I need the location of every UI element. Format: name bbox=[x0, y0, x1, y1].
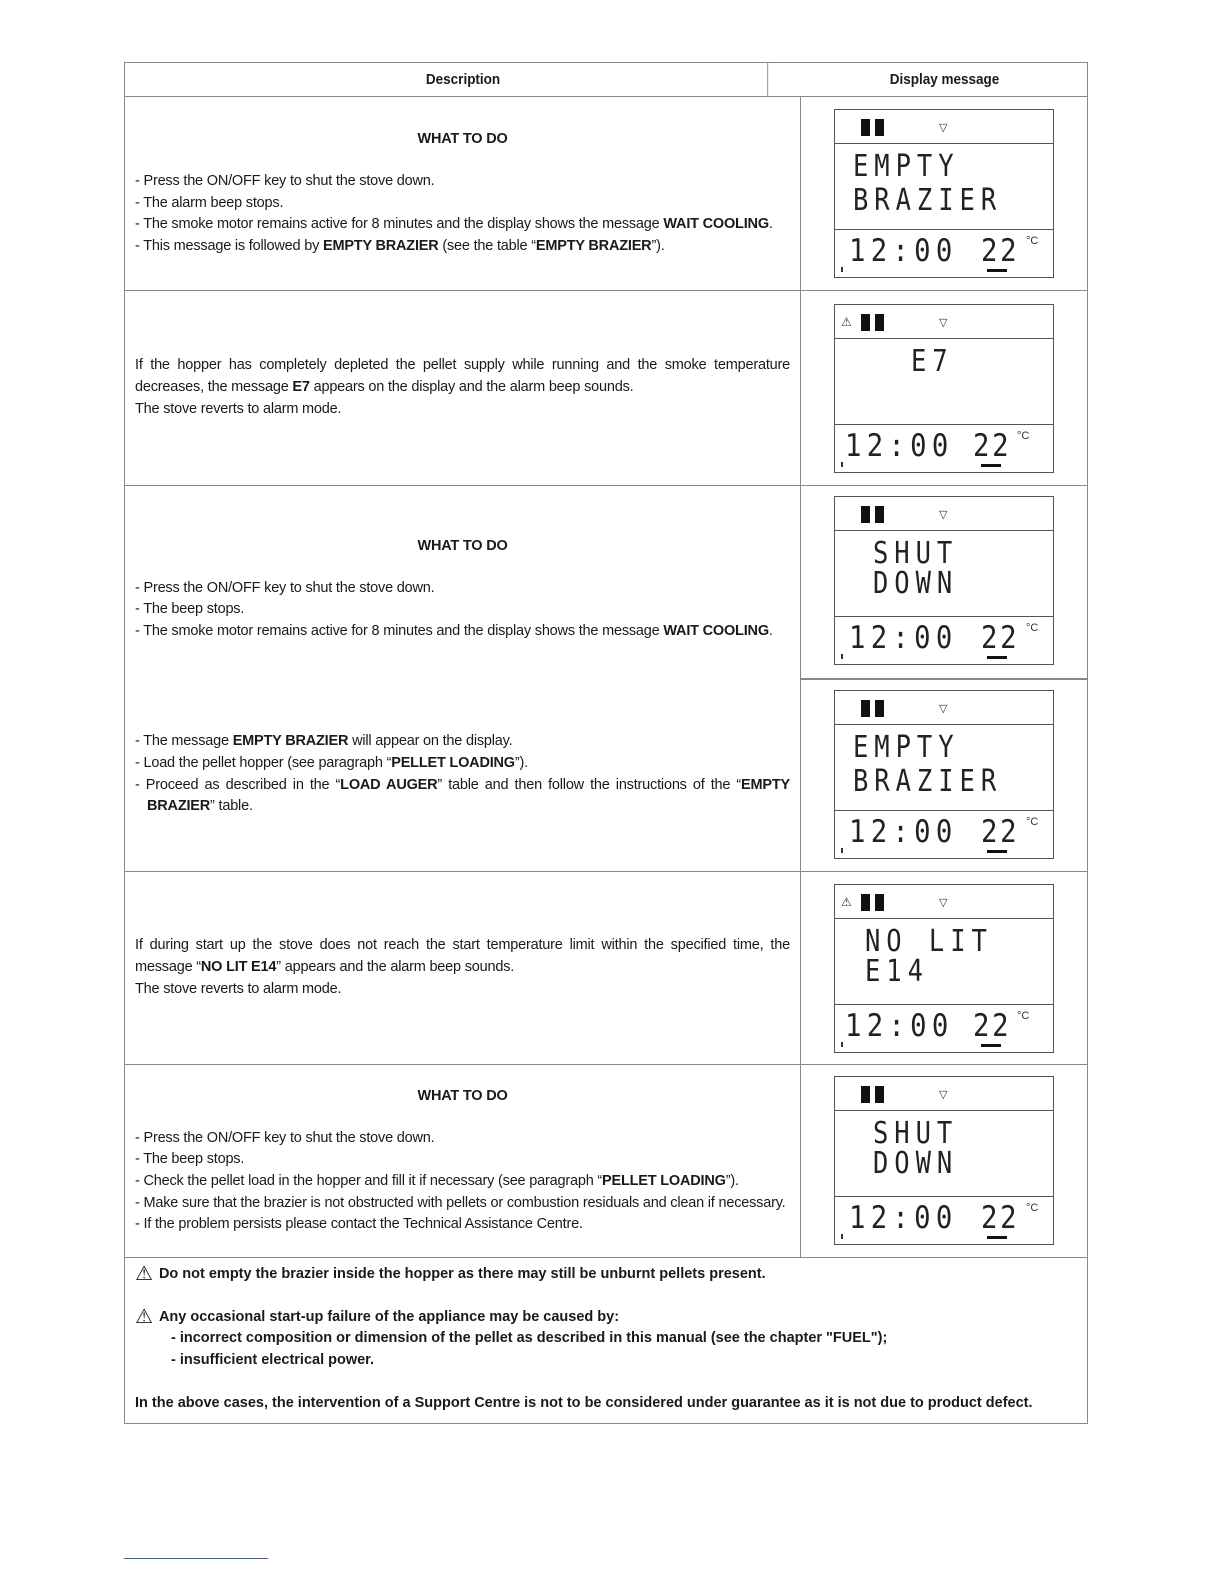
what-to-do-heading: WHAT TO DO bbox=[417, 1087, 508, 1104]
lcd-message-line1: SHUT bbox=[873, 536, 959, 571]
lcd-display bbox=[834, 496, 1054, 665]
warning-note: ⚠ Any occasional start-up failure of the appliance may be caused by: bbox=[135, 1305, 620, 1328]
warning-triangle-icon: ⚠ bbox=[135, 1263, 153, 1285]
wifi-icon: ▽ bbox=[939, 703, 948, 715]
list-item: - Load the pellet hopper (see paragraph “PELLET LOADING”). bbox=[135, 755, 528, 772]
lcd-temp-unit: °C bbox=[1026, 235, 1039, 247]
flame-bars-icon bbox=[861, 506, 889, 528]
paragraph: If during start up the stove does not reach the start temperature limit within the specified time, the message “NO LIT E14” appears and the alarm beep sounds. bbox=[135, 937, 790, 976]
list-item: - If the problem persists please contact the Technical Assistance Centre. bbox=[135, 1216, 583, 1233]
wifi-icon: ▽ bbox=[939, 122, 948, 134]
lcd-temperature: 22 bbox=[981, 1200, 1020, 1236]
wifi-icon: ▽ bbox=[939, 317, 948, 329]
lcd-time: 12:00 bbox=[845, 1008, 954, 1044]
display-cell bbox=[801, 486, 1087, 871]
list-item: - The alarm beep stops. bbox=[135, 194, 284, 211]
list-item: - The beep stops. bbox=[135, 1151, 245, 1168]
lcd-message-line1: EMPTY bbox=[853, 730, 960, 765]
paragraph: The stove reverts to alarm mode. bbox=[135, 980, 342, 997]
warning-triangle-icon: ⚠ bbox=[135, 1305, 153, 1328]
table-row bbox=[125, 486, 1087, 872]
lcd-message-line2: BRAZIER bbox=[853, 183, 1003, 218]
lcd-message-line1: EMPTY bbox=[853, 149, 960, 184]
table-row bbox=[125, 1065, 1087, 1258]
lcd-indicator bbox=[987, 269, 1007, 272]
table-row bbox=[125, 97, 1087, 291]
lcd-indicator bbox=[987, 850, 1007, 853]
display-cell bbox=[801, 97, 1087, 290]
table-row bbox=[125, 291, 1087, 486]
row-description bbox=[125, 486, 801, 871]
list-item: - Check the pellet load in the hopper and fill it if necessary (see paragraph “PELLET LOADING”). bbox=[135, 1173, 739, 1189]
final-note: In the above cases, the intervention of a Support Centre is not to be considered under guarantee as it is not due to product defect. bbox=[135, 1394, 1033, 1411]
display-cell bbox=[801, 291, 1087, 485]
lcd-time: 12:00 bbox=[849, 620, 958, 656]
lcd-display bbox=[834, 109, 1054, 278]
lcd-temperature: 22 bbox=[981, 814, 1020, 850]
row-description bbox=[125, 1065, 801, 1257]
header-display-message: Display message bbox=[889, 71, 1000, 88]
warning-note: ⚠ Do not empty the brazier inside the hopper as there may still be unburnt pellets present. bbox=[135, 1263, 766, 1285]
lcd-temperature: 22 bbox=[973, 428, 1012, 464]
cause-item: - insufficient electrical power. bbox=[171, 1352, 375, 1369]
lcd-indicator bbox=[981, 464, 1001, 467]
lcd-temperature: 22 bbox=[981, 233, 1020, 269]
lcd-temperature: 22 bbox=[973, 1008, 1012, 1044]
lcd-temp-unit: °C bbox=[1017, 1010, 1030, 1022]
list-item: - Press the ON/OFF key to shut the stove down. bbox=[135, 172, 435, 189]
list-item: - This message is followed by EMPTY BRAZIER (see the table “EMPTY BRAZIER”). bbox=[135, 238, 665, 255]
lcd-temp-unit: °C bbox=[1026, 1202, 1039, 1214]
lcd-display bbox=[834, 884, 1054, 1053]
lcd-time: 12:00 bbox=[849, 814, 958, 850]
lcd-temp-unit: °C bbox=[1026, 816, 1039, 828]
lcd-display bbox=[834, 690, 1054, 859]
lcd-temp-unit: °C bbox=[1026, 622, 1039, 634]
lcd-indicator bbox=[987, 1236, 1007, 1239]
header-description: Description bbox=[159, 63, 768, 96]
lcd-display bbox=[834, 1076, 1054, 1245]
row-description bbox=[125, 872, 801, 1064]
paragraph: The stove reverts to alarm mode. bbox=[135, 400, 342, 417]
list-item: - The smoke motor remains active for 8 minutes and the display shows the message WAIT COOLING. bbox=[135, 622, 773, 639]
lcd-message-line2: DOWN bbox=[873, 566, 959, 601]
row-description bbox=[125, 291, 801, 485]
list-item: - The beep stops. bbox=[135, 601, 245, 618]
wifi-icon: ▽ bbox=[939, 509, 948, 521]
list-item: - Proceed as described in the “LOAD AUGER” table and then follow the instructions of the “EMPTY BRAZIER” table. bbox=[135, 776, 790, 815]
display-cell bbox=[801, 872, 1087, 1064]
lcd-message-line1: E7 bbox=[911, 344, 954, 379]
table-row bbox=[125, 872, 1087, 1065]
lcd-time: 12:00 bbox=[849, 1200, 958, 1236]
flame-bars-icon bbox=[861, 1086, 889, 1108]
row-description bbox=[125, 97, 801, 290]
list-item: - The message EMPTY BRAZIER will appear on the display. bbox=[135, 733, 513, 750]
lcd-message-line1: NO LIT bbox=[865, 924, 993, 959]
lcd-message-line2: E14 bbox=[865, 954, 929, 989]
alarm-table bbox=[124, 62, 1088, 1424]
warning-icon: ⚠ bbox=[841, 895, 852, 909]
lcd-indicator bbox=[987, 656, 1007, 659]
wifi-icon: ▽ bbox=[939, 897, 948, 909]
list-item: - Press the ON/OFF key to shut the stove down. bbox=[135, 579, 435, 596]
footnote-separator bbox=[124, 1558, 268, 1559]
lcd-indicator bbox=[981, 1044, 1001, 1047]
warning-icon: ⚠ bbox=[841, 315, 852, 329]
lcd-time: 12:00 bbox=[849, 233, 958, 269]
list-item: - Make sure that the brazier is not obstructed with pellets or combustion residuals and clean if necessary. bbox=[135, 1194, 786, 1211]
wifi-icon: ▽ bbox=[939, 1089, 948, 1101]
lcd-temp-unit: °C bbox=[1017, 430, 1030, 442]
cause-item: - incorrect composition or dimension of the pellet as described in this manual (see the chapter "FUEL"); bbox=[171, 1330, 888, 1347]
list-item: - The smoke motor remains active for 8 minutes and the display shows the message WAIT COOLING. bbox=[135, 216, 773, 233]
list-item: - Press the ON/OFF key to shut the stove down. bbox=[135, 1129, 435, 1146]
lcd-message-line2: DOWN bbox=[873, 1146, 959, 1181]
lcd-time: 12:00 bbox=[845, 428, 954, 464]
what-to-do-heading: WHAT TO DO bbox=[417, 131, 508, 148]
lcd-message-line2: BRAZIER bbox=[853, 764, 1003, 799]
flame-bars-icon bbox=[861, 314, 889, 336]
flame-bars-icon bbox=[861, 700, 889, 722]
notes-section bbox=[125, 1258, 1087, 1423]
lcd-message-line1: SHUT bbox=[873, 1116, 959, 1151]
lcd-display bbox=[834, 304, 1054, 473]
paragraph: If the hopper has completely depleted the pellet supply while running and the smoke temperature decreases, the message E7 appears on the display and the alarm beep sounds. bbox=[135, 357, 790, 396]
lcd-temperature: 22 bbox=[981, 620, 1020, 656]
what-to-do-heading: WHAT TO DO bbox=[417, 537, 508, 554]
display-cell bbox=[801, 1065, 1087, 1257]
flame-bars-icon bbox=[861, 894, 889, 916]
table-header bbox=[125, 63, 1087, 97]
flame-bars-icon bbox=[861, 119, 889, 141]
